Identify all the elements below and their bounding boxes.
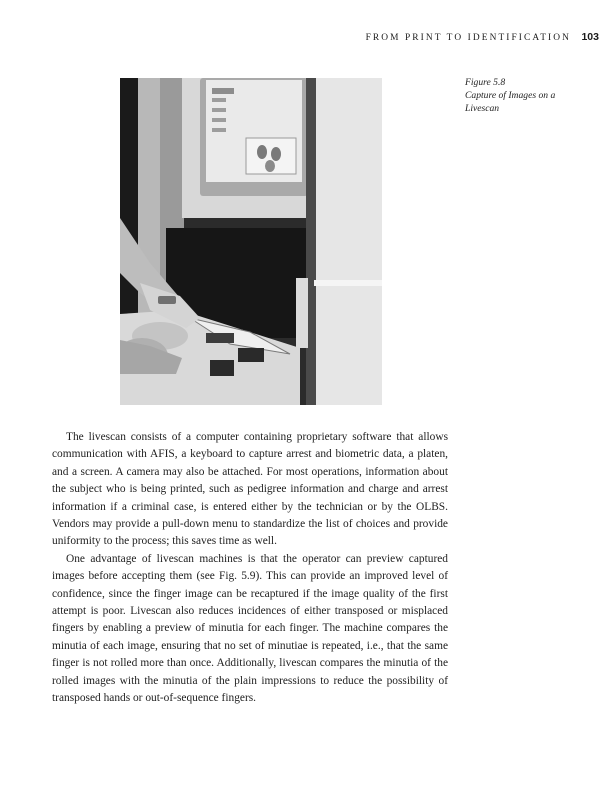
- figure-caption: [465, 76, 580, 115]
- running-title: FROM PRINT TO IDENTIFICATION: [365, 33, 572, 43]
- page-number: 103: [581, 31, 599, 43]
- body-text: [52, 429, 448, 708]
- paragraph: One advantage of livescan machines is that the operator can preview captured images before accepting them (see Fig. 5.9). This can provide an improved level of confidence, since the finger image can be recaptured if the image quality of the first attempt is poor. Livescan also reduces incidences of either transposed or misplaced fingers by enabling a preview of minutia for each finger. The machine compares the minutia of each image, ensuring that no set of minutiae is repeated, i.e., that the same finger is not rolled more than once. Additionally, livescan compares the minutia of the rolled images with the minutia of the plain impressions to reduce the possibility of transposed hands or out-of-sequence fingers.: [52, 552, 448, 705]
- paragraph: The livescan consists of a computer containing proprietary software that allows communication with AFIS, a keyboard to capture arrest and biometric data, a platen, and a screen. A camera may also be attached. For most operations, information about the subject who is being printed, such as pedigree information and charge and arrest information if a criminal case, is entered either by the technician or by the OLBS. Vendors may provide a pull-down menu to standardize the list of choices and provide uniformity to the process; this saves time as well.: [52, 431, 448, 548]
- livescan-photo-illustration: [120, 78, 382, 405]
- figure-caption-text: Capture of Images on a Livescan: [465, 90, 556, 114]
- figure-number: Figure 5.8: [465, 77, 506, 88]
- running-head: [366, 31, 599, 43]
- livescan-photo: [120, 78, 382, 405]
